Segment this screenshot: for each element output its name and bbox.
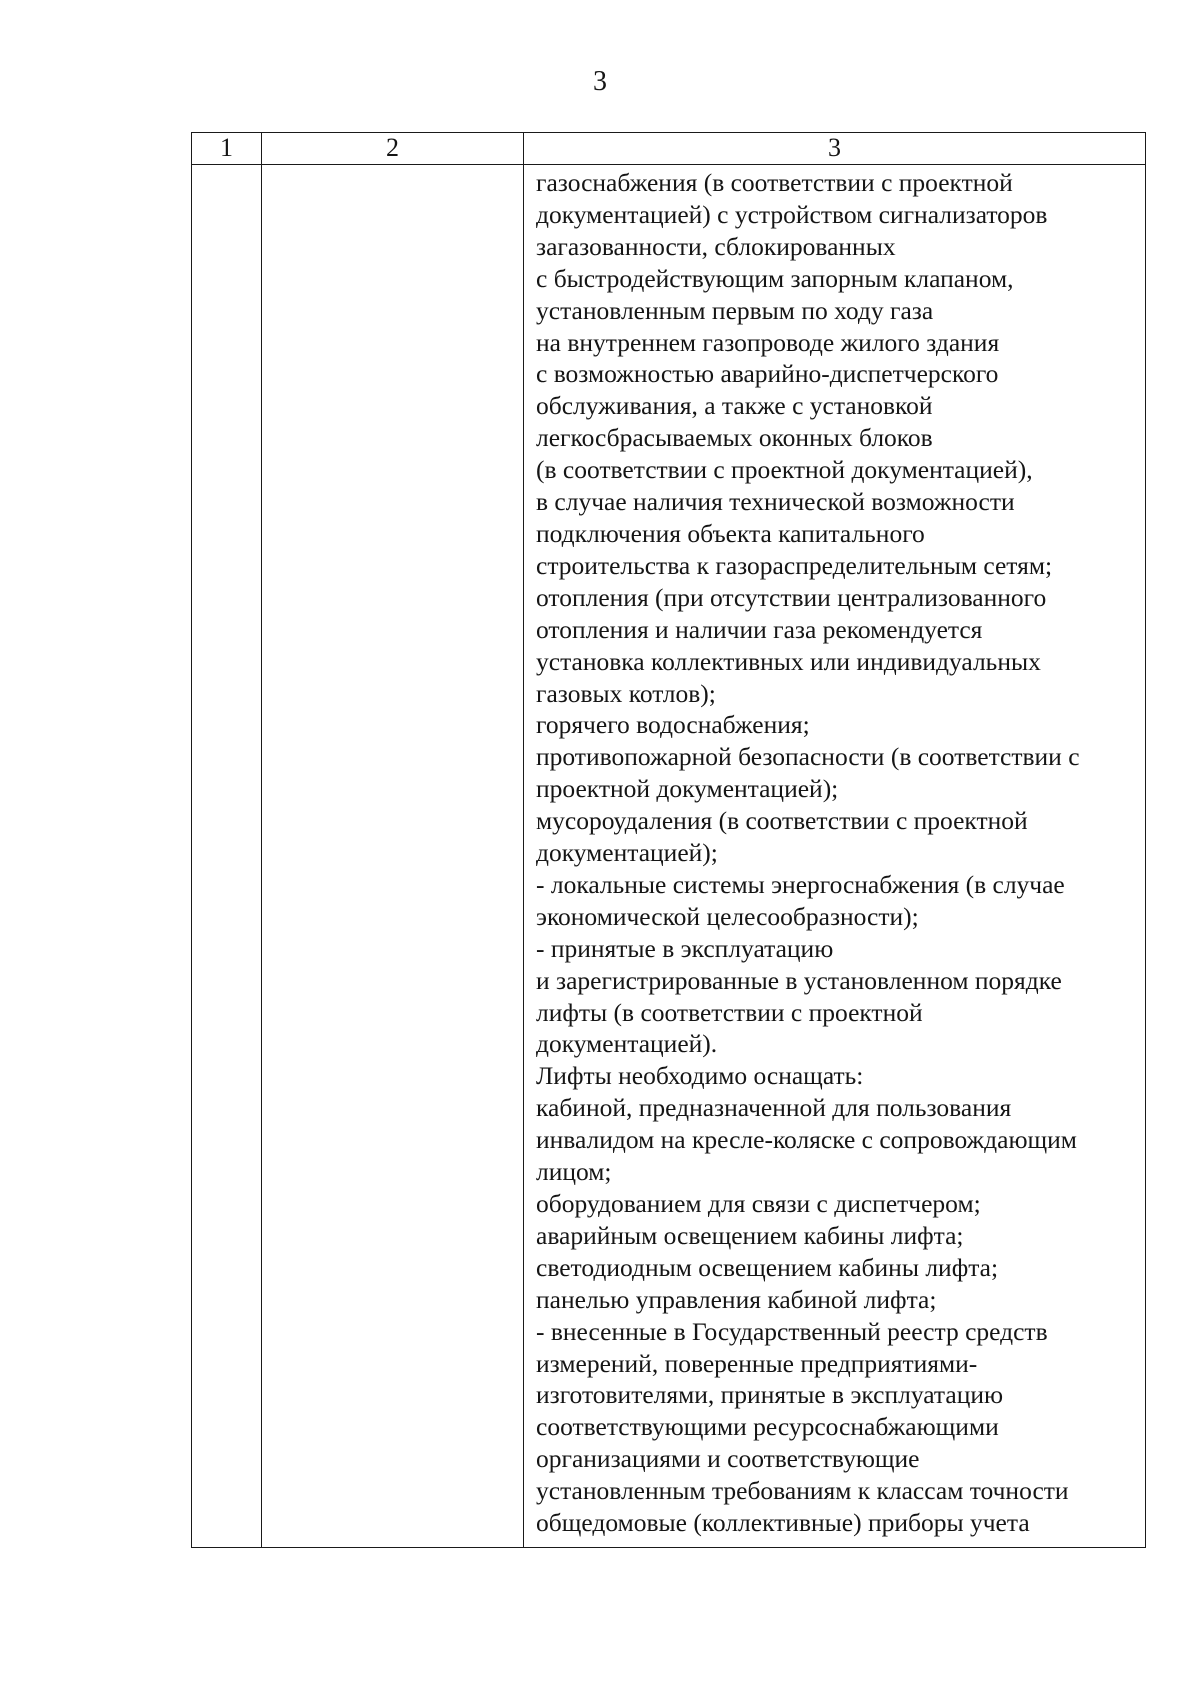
text-line: на внутреннем газопроводе жилого здания xyxy=(536,327,1000,357)
text-line: противопожарной безопасности (в соответствии с xyxy=(536,742,1080,772)
text-line: - внесенные в Государственный реестр средств xyxy=(536,1316,1048,1346)
text-line: соответствующими ресурсоснабжающими xyxy=(536,1412,999,1442)
text-line: общедомовые (коллективные) приборы учета xyxy=(536,1508,1030,1538)
text-line: газоснабжения (в соответствии с проектной xyxy=(536,168,1013,197)
text-line: лифты (в соответствии с проектной xyxy=(536,997,923,1027)
text-line: отопления (при отсутствии централизованного xyxy=(536,582,1047,612)
text-line: (в соответствии с проектной документацией), xyxy=(536,455,1033,485)
requirements-table xyxy=(191,132,1146,1548)
text-line: горячего водоснабжения; xyxy=(536,710,810,740)
text-line: - локальные системы энергоснабжения (в случае xyxy=(536,869,1065,899)
text-line: установленным требованиям к классам точности xyxy=(536,1476,1069,1506)
text-line: с возможностью аварийно-диспетчерского xyxy=(536,359,999,389)
text-line: лицом; xyxy=(536,1157,612,1187)
text-line: организациями и соответствующие xyxy=(536,1444,920,1474)
text-line: газовых котлов); xyxy=(536,678,716,708)
text-line: и зарегистрированные в установленном порядке xyxy=(536,965,1062,995)
text-line: светодиодным освещением кабины лифта; xyxy=(536,1252,999,1282)
column-header-2: 2 xyxy=(262,133,524,165)
text-line: легкосбрасываемых оконных блоков xyxy=(536,423,933,453)
text-line: обслуживания, а также с установкой xyxy=(536,391,933,421)
text-line: экономической целесообразности); xyxy=(536,901,919,931)
cell-col1 xyxy=(192,165,262,1548)
text-line: - принятые в эксплуатацию xyxy=(536,933,834,963)
cell-col3 xyxy=(524,165,1146,1548)
page-number: 3 xyxy=(593,66,607,97)
cell-col2 xyxy=(262,165,524,1548)
text-line: проектной документацией); xyxy=(536,774,839,804)
text-line: аварийным освещением кабины лифта; xyxy=(536,1220,964,1250)
text-line: панелью управления кабиной лифта; xyxy=(536,1284,937,1314)
text-line: подключения объекта капитального xyxy=(536,518,925,548)
text-line: установка коллективных или индивидуальных xyxy=(536,646,1041,676)
column-header-1: 1 xyxy=(192,133,262,165)
table-row xyxy=(192,165,1146,1548)
text-line: мусороудаления (в соответствии с проектной xyxy=(536,806,1028,836)
text-line: отопления и наличии газа рекомендуется xyxy=(536,614,983,644)
text-line: в случае наличия технической возможности xyxy=(536,487,1015,517)
text-line: установленным первым по ходу газа xyxy=(536,295,934,325)
text-line: с быстродействующим запорным клапаном, xyxy=(536,263,1014,293)
text-line: документацией). xyxy=(536,1029,718,1059)
text-line: документацией); xyxy=(536,838,718,868)
text-line: строительства к газораспределительным сетям; xyxy=(536,550,1053,580)
text-line: оборудованием для связи с диспетчером; xyxy=(536,1189,981,1218)
column-header-3: 3 xyxy=(524,133,1146,165)
table-header-row xyxy=(192,133,1146,165)
text-line: Лифты необходимо оснащать: xyxy=(536,1061,864,1091)
text-line: изготовителями, принятые в эксплуатацию xyxy=(536,1380,1004,1410)
text-line: измерений, поверенные предприятиями- xyxy=(536,1348,978,1378)
text-line: инвалидом на кресле-коляске с сопровождающим xyxy=(536,1125,1077,1155)
text-line: кабиной, предназначенной для пользования xyxy=(536,1093,1012,1123)
text-line: документацией) с устройством сигнализаторов xyxy=(536,199,1048,229)
text-line: загазованности, сблокированных xyxy=(536,231,896,261)
